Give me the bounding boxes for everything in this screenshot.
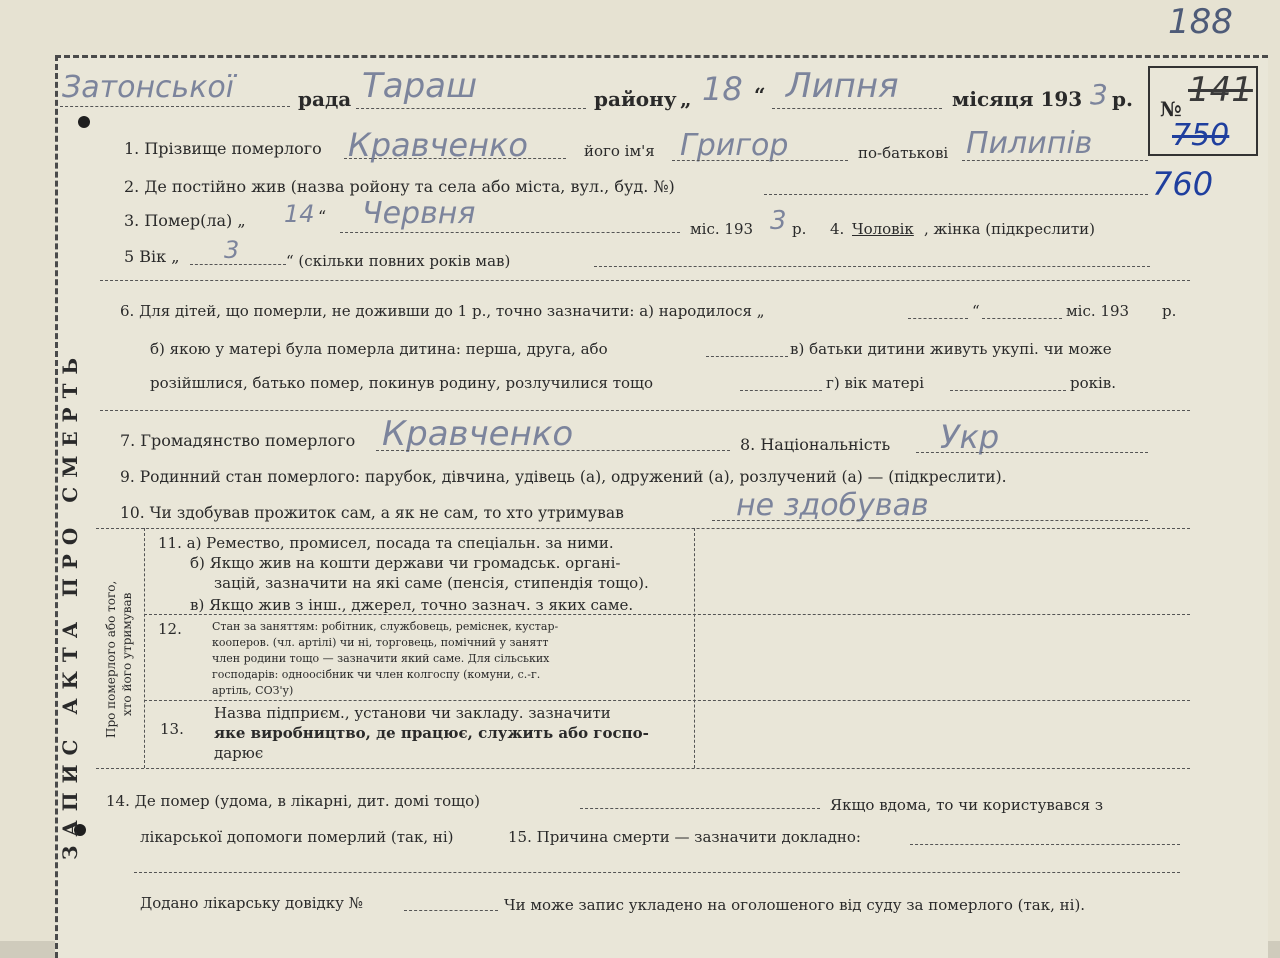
row-11c: в) Якщо жив з інш., джерел, точно зазнач. з яких саме. xyxy=(190,596,634,614)
side-title xyxy=(58,240,98,860)
year-suffix: р. xyxy=(1112,87,1133,111)
field-8-label: 8. Національність xyxy=(740,435,891,454)
death-place-underline xyxy=(580,808,820,809)
field-10-label: 10. Чи здобував прожиток сам, а як не сам, то хто утримував xyxy=(120,504,624,522)
section-divider xyxy=(100,280,1190,281)
mother-age-underline xyxy=(950,390,1066,391)
field-14-medical-help: лікарської допомоги померлий (так, ні) xyxy=(140,828,454,846)
citizenship-handwritten: Кравченко xyxy=(382,414,574,454)
punch-hole xyxy=(78,116,90,128)
record-number-struck: 141 xyxy=(1188,70,1253,110)
surname-underline xyxy=(344,158,566,159)
field-14-label: 14. Де помер (удома, в лікарні, дит. домі тощо) xyxy=(106,792,481,810)
row-12-line-5: артіль, СОЗ'у) xyxy=(212,684,294,697)
date-open-quote: „ xyxy=(680,87,692,111)
parents-status-underline xyxy=(740,390,822,391)
patronymic-label: по-батькові xyxy=(858,144,949,162)
table-row-divider xyxy=(144,614,1190,615)
row-13-line-1: Назва підприєм., установи чи закладу. зазначити xyxy=(214,704,611,722)
row-11b-line-2: зацій, зазначити на які саме (пенсія, стипендія тощо). xyxy=(214,574,649,592)
field-5-label: 5 Вік „ xyxy=(124,247,180,266)
table-bottom-border xyxy=(96,768,1190,769)
council-handwritten: Затонської xyxy=(62,70,235,105)
row-12-line-1: Стан за заняттям: робітник, службовець, реміснек, кустар- xyxy=(212,620,559,633)
table-top-border xyxy=(96,528,1190,529)
surname-handwritten: Кравченко xyxy=(348,126,528,164)
row-13-line-3: дарює xyxy=(214,744,264,762)
death-year-suffix: р. xyxy=(792,220,807,238)
field-14-home-question: Якщо вдома, то чи користувався з xyxy=(830,796,1104,814)
field-2-label: 2. Де постійно жив (назва ройону та села або міста, вул., буд. №) xyxy=(124,177,675,196)
age-note: “ (скільки повних років мав) xyxy=(286,252,511,270)
death-day-handwritten: 14 xyxy=(284,200,315,228)
side-title-text: ЗАПИС АКТА ПРО СМЕРТЬ xyxy=(58,348,82,860)
field-6-line-3b: г) вік матері xyxy=(826,374,925,392)
section-divider xyxy=(100,410,1190,411)
table-answer-column-border xyxy=(694,528,695,768)
field-15-label: 15. Причина смерти — зазначити докладно: xyxy=(508,828,861,846)
field-6-line-1: 6. Для дітей, що померли, не доживши до 1 р., точно зазначити: а) народилося „ xyxy=(120,302,765,320)
council-underline xyxy=(60,106,290,107)
birth-open-quote: “ xyxy=(972,302,980,320)
age-handwritten: 3 xyxy=(224,236,240,264)
field-4-label: 4. xyxy=(830,220,845,238)
date-month-handwritten: Липня xyxy=(786,66,899,106)
district-underline xyxy=(356,108,586,109)
death-year-label: міс. 193 xyxy=(690,220,754,238)
row-13-line-2: яке виробництво, де працює, служить або госпо- xyxy=(214,724,649,742)
sex-male-underlined: Чоловік xyxy=(852,220,914,238)
field-7-label: 7. Громадянство померлого xyxy=(120,431,356,450)
birth-order-underline xyxy=(706,356,788,357)
archive-page-number: 188 xyxy=(1168,2,1233,42)
field-6-line-2b: в) батьки дитини живуть укупі. чи може xyxy=(790,340,1112,358)
year-handwritten: 3 xyxy=(1090,78,1108,111)
table-side-label-2: хто його утримував xyxy=(120,592,134,716)
field-9-label: 9. Родинний стан померлого: парубок, дівчина, удівець (а), одружений (а), розлучений (а) — (підкреслити). xyxy=(120,468,1007,486)
row-12-line-4: господарів: одноосібник чи член колгоспу (комуни, с.-г. xyxy=(212,668,541,681)
row-11b-line-1: б) Якщо жив на кошти держави чи громадськ. органі- xyxy=(190,554,621,572)
death-month-underline xyxy=(340,232,680,233)
date-day-handwritten: 18 xyxy=(702,70,743,108)
birth-year-label: міс. 193 xyxy=(1066,302,1130,320)
nationality-handwritten: Укр xyxy=(940,418,1000,456)
district-label: району xyxy=(594,87,677,111)
patronymic-handwritten: Пилипів xyxy=(966,126,1093,161)
death-month-handwritten: Червня xyxy=(362,196,476,231)
row-11a: 11. а) Ремество, промисел, посада та спеціальн. за ними. xyxy=(158,534,614,552)
citizenship-underline xyxy=(376,450,730,451)
record-number-2: 750 xyxy=(1172,118,1230,153)
age-underline xyxy=(190,264,286,265)
cause-underline-1 xyxy=(910,844,1180,845)
death-day-quote: “ xyxy=(318,207,327,226)
field-6-line-3a: розійшлися, батько помер, покинув родину, розлучилися тощо xyxy=(150,374,654,392)
certificate-label: Додано лікарську довідку № xyxy=(140,894,363,912)
name-underline xyxy=(672,160,848,161)
birth-year-suffix: р. xyxy=(1162,302,1177,320)
residence-underline xyxy=(764,194,1148,195)
month-year-label: місяця 193 xyxy=(952,87,1083,111)
table-side-label-1: Про померлого або того, xyxy=(104,580,118,738)
number-label: № xyxy=(1160,97,1182,121)
record-number-3: 760 xyxy=(1152,165,1214,203)
death-year-handwritten: 3 xyxy=(770,206,787,236)
name-label: його ім'я xyxy=(584,142,655,160)
certificate-underline xyxy=(404,910,498,911)
field-6-line-3c: років. xyxy=(1070,374,1117,392)
birth-day-underline xyxy=(908,318,968,319)
name-handwritten: Григор xyxy=(680,128,789,163)
council-label: рада xyxy=(298,87,352,111)
age-row-underline xyxy=(594,266,1150,267)
cause-underline-2 xyxy=(134,872,1180,873)
table-row-divider xyxy=(144,700,1190,701)
month-underline xyxy=(772,108,942,109)
date-close-quote: “ xyxy=(754,83,766,107)
patronymic-underline xyxy=(962,160,1148,161)
nationality-underline xyxy=(916,452,1148,453)
support-underline xyxy=(712,520,1148,521)
support-handwritten: не здобував xyxy=(736,488,929,523)
sex-female-label: , жінка (підкреслити) xyxy=(924,220,1096,238)
row-13-number: 13. xyxy=(160,720,184,738)
district-handwritten: Тараш xyxy=(362,66,478,106)
row-12-number: 12. xyxy=(158,620,182,638)
table-side-column-border xyxy=(144,528,145,768)
row-12-line-3: член родини тощо — зазначити який саме. Для сільських xyxy=(212,652,550,665)
field-6-line-2a: б) якою у матері була померла дитина: перша, друга, або xyxy=(150,340,608,358)
birth-month-underline xyxy=(982,318,1062,319)
field-1-label: 1. Прізвище померлого xyxy=(124,139,322,158)
field-3-label: 3. Помер(ла) „ xyxy=(124,211,246,230)
row-12-line-2: кооперов. (чл. артілі) чи ні, торговець, помічний у занятт xyxy=(212,636,549,649)
court-question: Чи може запис укладено на оголошеного від суду за померлого (так, ні). xyxy=(504,896,1086,914)
